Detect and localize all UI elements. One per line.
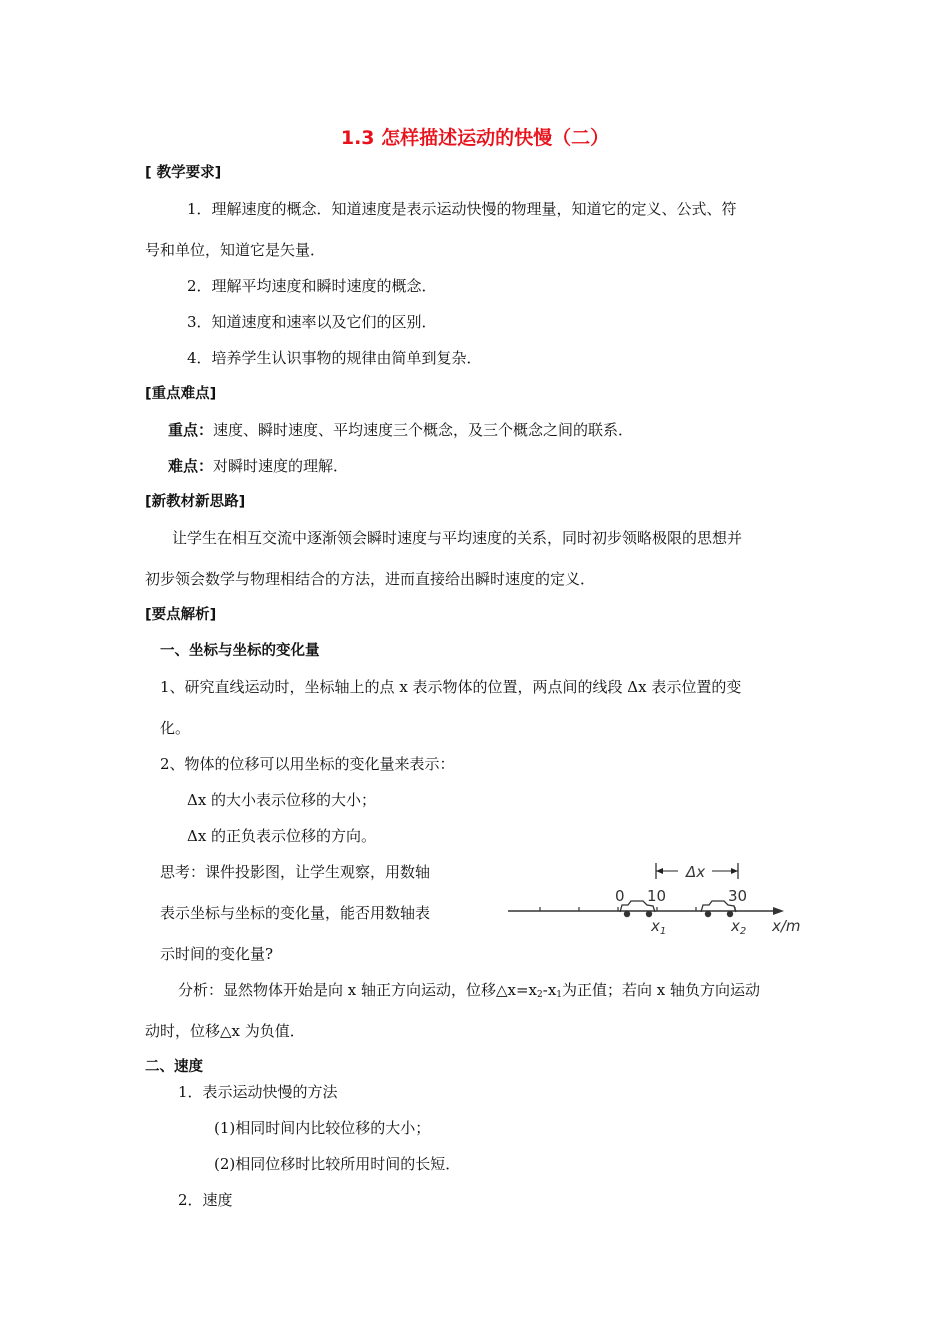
- think-line-2: 表示坐标与坐标的变化量，能否用数轴表: [160, 904, 431, 922]
- section-heading-key-points: [重点难点]: [145, 386, 217, 402]
- tick-label-0: 0: [615, 887, 625, 905]
- section-heading-analysis: [要点解析]: [145, 607, 217, 623]
- coordinates-paragraph-2: 2、物体的位移可以用坐标的变化量来表示：: [160, 755, 455, 773]
- displacement-sign-line: Δx 的正负表示位移的方向。: [187, 827, 377, 845]
- focus-label: 重点：: [168, 421, 214, 439]
- x2-label: $x_2$: [731, 917, 747, 937]
- subsection-title-velocity: 二、速度: [145, 1059, 203, 1075]
- analysis-line-2: 动时，位移△x 为负值．: [145, 1022, 305, 1040]
- velocity-method-1: (1)相同时间内比较位移的大小；: [214, 1119, 431, 1137]
- page-title: 1.3 怎样描述运动的快慢（二）: [340, 127, 610, 149]
- requirement-line-1: 1．理解速度的概念．知道速度是表示运动快慢的物理量，知道它的定义、公式、符: [187, 200, 737, 218]
- difficulty-label: 难点：: [168, 457, 214, 475]
- velocity-item-2: 2．速度: [178, 1191, 233, 1209]
- coordinates-paragraph-1-cont: 化。: [160, 719, 191, 737]
- section-heading-teaching-requirements: [ 教学要求]: [145, 165, 222, 181]
- velocity-item-1: 1．表示运动快慢的方法: [178, 1083, 338, 1101]
- focus-text: 速度、瞬时速度、平均速度三个概念，及三个概念之间的联系．: [213, 421, 634, 439]
- displacement-magnitude-line: Δx 的大小表示位移的大小；: [187, 791, 377, 809]
- difficulty-line: [168, 456, 348, 476]
- requirement-line-3: 3．知道速度和速率以及它们的区别．: [187, 313, 437, 331]
- velocity-method-2: (2)相同位移时比较所用时间的长短．: [214, 1155, 461, 1173]
- focus-line: [168, 420, 633, 440]
- analysis-line-1: 分析：显然物体开始是向 x 轴正方向运动，位移$\triangle x=x_2-x_1$为正值；若向 x 轴负方向运动: [178, 981, 761, 1000]
- think-line-1: 思考：课件投影图，让学生观察，用数轴: [160, 863, 431, 881]
- requirement-line-4: 4．培养学生认识事物的规律由简单到复杂．: [187, 349, 482, 367]
- x1-label: $x_1$: [651, 917, 667, 937]
- approach-line-2: 初步领会数学与物理相结合的方法，进而直接给出瞬时速度的定义．: [145, 570, 596, 588]
- delta-x-label: Δx: [686, 863, 706, 881]
- number-line-figure: [500, 855, 820, 940]
- coordinates-paragraph-1: 1、研究直线运动时，坐标轴上的点 x 表示物体的位置，两点间的线段 Δx 表示位置的变: [160, 678, 742, 696]
- think-line-3: 示时间的变化量?: [160, 945, 274, 963]
- approach-line-1: 让学生在相互交流中逐渐领会瞬时速度与平均速度的关系，同时初步领略极限的思想并: [172, 529, 743, 547]
- axis-unit-label: x/m: [772, 917, 801, 935]
- tick-label-30: 30: [728, 887, 748, 905]
- subsection-title-coordinates: 一、坐标与坐标的变化量: [160, 643, 320, 659]
- requirement-line-2: 2．理解平均速度和瞬时速度的概念．: [187, 277, 437, 295]
- difficulty-text: 对瞬时速度的理解．: [213, 457, 349, 475]
- requirement-line-1-cont: 号和单位，知道它是矢量．: [145, 241, 326, 259]
- tick-label-10: 10: [647, 887, 667, 905]
- section-heading-new-approach: [新教材新思路]: [145, 494, 246, 510]
